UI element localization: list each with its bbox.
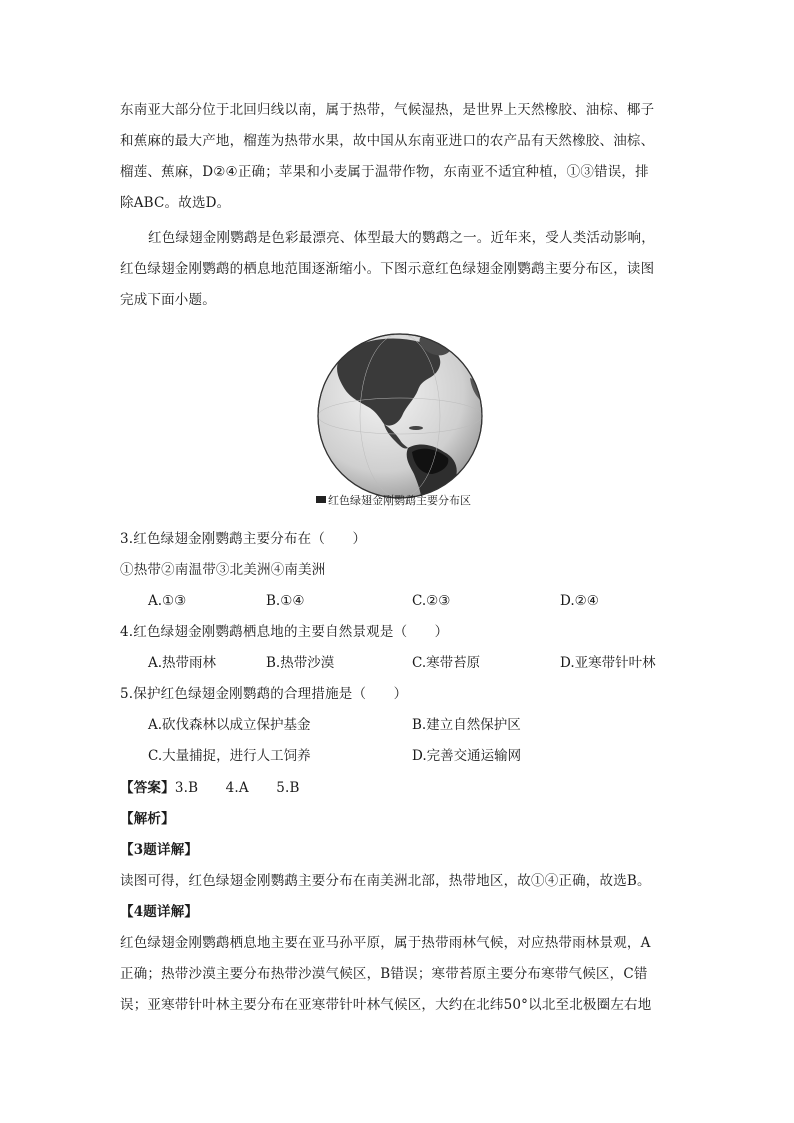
q5-option-d: D.完善交通运输网: [412, 748, 522, 764]
passage-line: 完成下面小题。: [120, 292, 216, 308]
detail-4-line: 红色绿翅金刚鹦鹉栖息地主要在亚马孙平原，属于热带雨林气候，对应热带雨林景观，A: [120, 935, 651, 951]
intro-line: 除ABC。故选D。: [120, 195, 231, 211]
question-3-stem: 3.红色绿翅金刚鹦鹉主要分布在（ ）: [120, 531, 367, 547]
question-5-stem: 5.保护红色绿翅金刚鹦鹉的合理措施是（ ）: [120, 686, 408, 702]
detail-4-line: 误；亚寒带针叶林主要分布在亚寒带针叶林气候区，大约在北纬50°以北至北极圈左右地: [120, 997, 652, 1013]
globe-map-figure: [310, 328, 490, 510]
q3-option-b: B.①④: [266, 593, 305, 609]
q4-option-b: B.热带沙漠: [266, 655, 335, 671]
answer-text: 3.B 4.A 5.B: [174, 780, 300, 796]
detail-4-line: 正确；热带沙漠主要分布热带沙漠气候区，B错误；寒带苔原主要分布寒带气候区，C错: [120, 966, 648, 982]
figure-caption: [316, 494, 496, 508]
passage-line: 红色绿翅金刚鹦鹉的栖息地范围逐渐缩小。下图示意红色绿翅金刚鹦鹉主要分布区，读图: [120, 261, 655, 277]
q5-option-a: A.砍伐森林以成立保护基金: [148, 717, 311, 733]
question-3-items: ①热带②南温带③北美洲④南美洲: [120, 562, 326, 578]
detail-3-label: 【3题详解】: [120, 842, 199, 858]
q3-option-a: A.①③: [148, 593, 187, 609]
answer-line: [120, 778, 680, 798]
q4-option-d: D.亚寒带针叶林: [560, 655, 656, 671]
q3-option-d: D.②④: [560, 593, 599, 609]
question-4-stem: 4.红色绿翅金刚鹦鹉栖息地的主要自然景观是（ ）: [120, 624, 449, 640]
intro-line: 东南亚大部分位于北回归线以南，属于热带，气候湿热，是世界上天然橡胶、油棕、椰子: [120, 102, 655, 118]
q5-option-c: C.大量捕捉，进行人工饲养: [148, 748, 311, 764]
detail-4-label: 【4题详解】: [120, 904, 199, 920]
passage-line: 红色绿翅金刚鹦鹉是色彩最漂亮、体型最大的鹦鹉之一。近年来，受人类活动影响，: [148, 230, 655, 246]
intro-line: 榴莲、蕉麻，D②④正确；苹果和小麦属于温带作物，东南亚不适宜种植，①③错误，排: [120, 164, 649, 180]
answer-label: 【答案】: [120, 780, 175, 796]
figure-caption-text: 红色绿翅金刚鹦鹉主要分布区: [328, 494, 471, 507]
caribbean-islands: [409, 426, 423, 430]
q3-option-c: C.②③: [412, 593, 451, 609]
detail-3-text: 读图可得，红色绿翅金刚鹦鹉主要分布在南美洲北部，热带地区，故①④正确，故选B。: [120, 873, 651, 889]
q5-option-b: B.建立自然保护区: [412, 717, 521, 733]
q4-option-a: A.热带雨林: [148, 655, 217, 671]
q4-option-c: C.寒带苔原: [412, 655, 481, 671]
intro-line: 和蕉麻的最大产地，榴莲为热带水果，故中国从东南亚进口的农产品有天然橡胶、油棕、: [120, 133, 655, 149]
analysis-label: 【解析】: [120, 811, 175, 827]
legend-swatch: [316, 496, 326, 503]
